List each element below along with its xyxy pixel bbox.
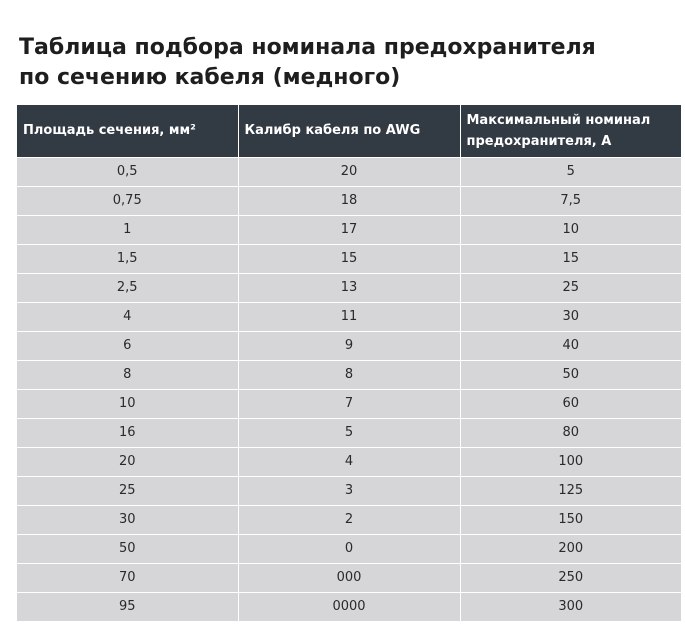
table-row bbox=[17, 157, 681, 186]
table-header bbox=[17, 105, 681, 157]
cell-awg-gauge: 000 bbox=[238, 563, 460, 592]
page-title bbox=[19, 33, 596, 93]
cell-cross-section: 6 bbox=[17, 331, 238, 360]
column-header-cross-section: Площадь сечения, мм² bbox=[17, 105, 238, 157]
cell-awg-gauge: 9 bbox=[238, 331, 460, 360]
cell-cross-section: 0,75 bbox=[17, 186, 238, 215]
column-header-awg-gauge: Калибр кабеля по AWG bbox=[238, 105, 460, 157]
cell-cross-section: 1 bbox=[17, 215, 238, 244]
cell-awg-gauge: 18 bbox=[238, 186, 460, 215]
table-row bbox=[17, 186, 681, 215]
cell-awg-gauge: 11 bbox=[238, 302, 460, 331]
cell-cross-section: 10 bbox=[17, 389, 238, 418]
cell-awg-gauge: 20 bbox=[238, 157, 460, 186]
table-row bbox=[17, 447, 681, 476]
cell-max-fuse-rating: 30 bbox=[460, 302, 681, 331]
cell-max-fuse-rating: 15 bbox=[460, 244, 681, 273]
table-row bbox=[17, 302, 681, 331]
table-row bbox=[17, 389, 681, 418]
cell-cross-section: 2,5 bbox=[17, 273, 238, 302]
table-body bbox=[17, 157, 681, 621]
cell-max-fuse-rating: 200 bbox=[460, 534, 681, 563]
cell-awg-gauge: 7 bbox=[238, 389, 460, 418]
table-row bbox=[17, 476, 681, 505]
table-row bbox=[17, 360, 681, 389]
table-row bbox=[17, 505, 681, 534]
cell-cross-section: 20 bbox=[17, 447, 238, 476]
cell-cross-section: 16 bbox=[17, 418, 238, 447]
cell-max-fuse-rating: 60 bbox=[460, 389, 681, 418]
cell-awg-gauge: 4 bbox=[238, 447, 460, 476]
table-row bbox=[17, 418, 681, 447]
cell-max-fuse-rating: 300 bbox=[460, 592, 681, 621]
table-row bbox=[17, 215, 681, 244]
cell-max-fuse-rating: 100 bbox=[460, 447, 681, 476]
cell-max-fuse-rating: 80 bbox=[460, 418, 681, 447]
cell-awg-gauge: 0 bbox=[238, 534, 460, 563]
cell-awg-gauge: 17 bbox=[238, 215, 460, 244]
cell-max-fuse-rating: 40 bbox=[460, 331, 681, 360]
table-row bbox=[17, 563, 681, 592]
cell-max-fuse-rating: 10 bbox=[460, 215, 681, 244]
cell-awg-gauge: 2 bbox=[238, 505, 460, 534]
cell-cross-section: 95 bbox=[17, 592, 238, 621]
cell-awg-gauge: 15 bbox=[238, 244, 460, 273]
cell-max-fuse-rating: 125 bbox=[460, 476, 681, 505]
cell-awg-gauge: 0000 bbox=[238, 592, 460, 621]
cell-awg-gauge: 5 bbox=[238, 418, 460, 447]
cell-max-fuse-rating: 150 bbox=[460, 505, 681, 534]
table-row bbox=[17, 244, 681, 273]
cell-cross-section: 70 bbox=[17, 563, 238, 592]
cell-awg-gauge: 8 bbox=[238, 360, 460, 389]
table-row bbox=[17, 534, 681, 563]
cell-max-fuse-rating: 250 bbox=[460, 563, 681, 592]
fuse-rating-table bbox=[17, 105, 681, 621]
cell-cross-section: 4 bbox=[17, 302, 238, 331]
page-title-line-1: Таблица подбора номинала предохранителя bbox=[19, 35, 596, 60]
cell-awg-gauge: 13 bbox=[238, 273, 460, 302]
cell-cross-section: 0,5 bbox=[17, 157, 238, 186]
cell-max-fuse-rating: 50 bbox=[460, 360, 681, 389]
table-row bbox=[17, 592, 681, 621]
cell-max-fuse-rating: 7,5 bbox=[460, 186, 681, 215]
cell-cross-section: 1,5 bbox=[17, 244, 238, 273]
cell-cross-section: 50 bbox=[17, 534, 238, 563]
cell-cross-section: 8 bbox=[17, 360, 238, 389]
cell-cross-section: 25 bbox=[17, 476, 238, 505]
cell-awg-gauge: 3 bbox=[238, 476, 460, 505]
page-title-line-2: по сечению кабеля (медного) bbox=[19, 65, 401, 90]
column-header-max-fuse-rating: Максимальный номинал предохранителя, А bbox=[460, 105, 681, 157]
table-row bbox=[17, 331, 681, 360]
cell-max-fuse-rating: 5 bbox=[460, 157, 681, 186]
table-row bbox=[17, 273, 681, 302]
cell-max-fuse-rating: 25 bbox=[460, 273, 681, 302]
cell-cross-section: 30 bbox=[17, 505, 238, 534]
table-header-row bbox=[17, 105, 681, 157]
